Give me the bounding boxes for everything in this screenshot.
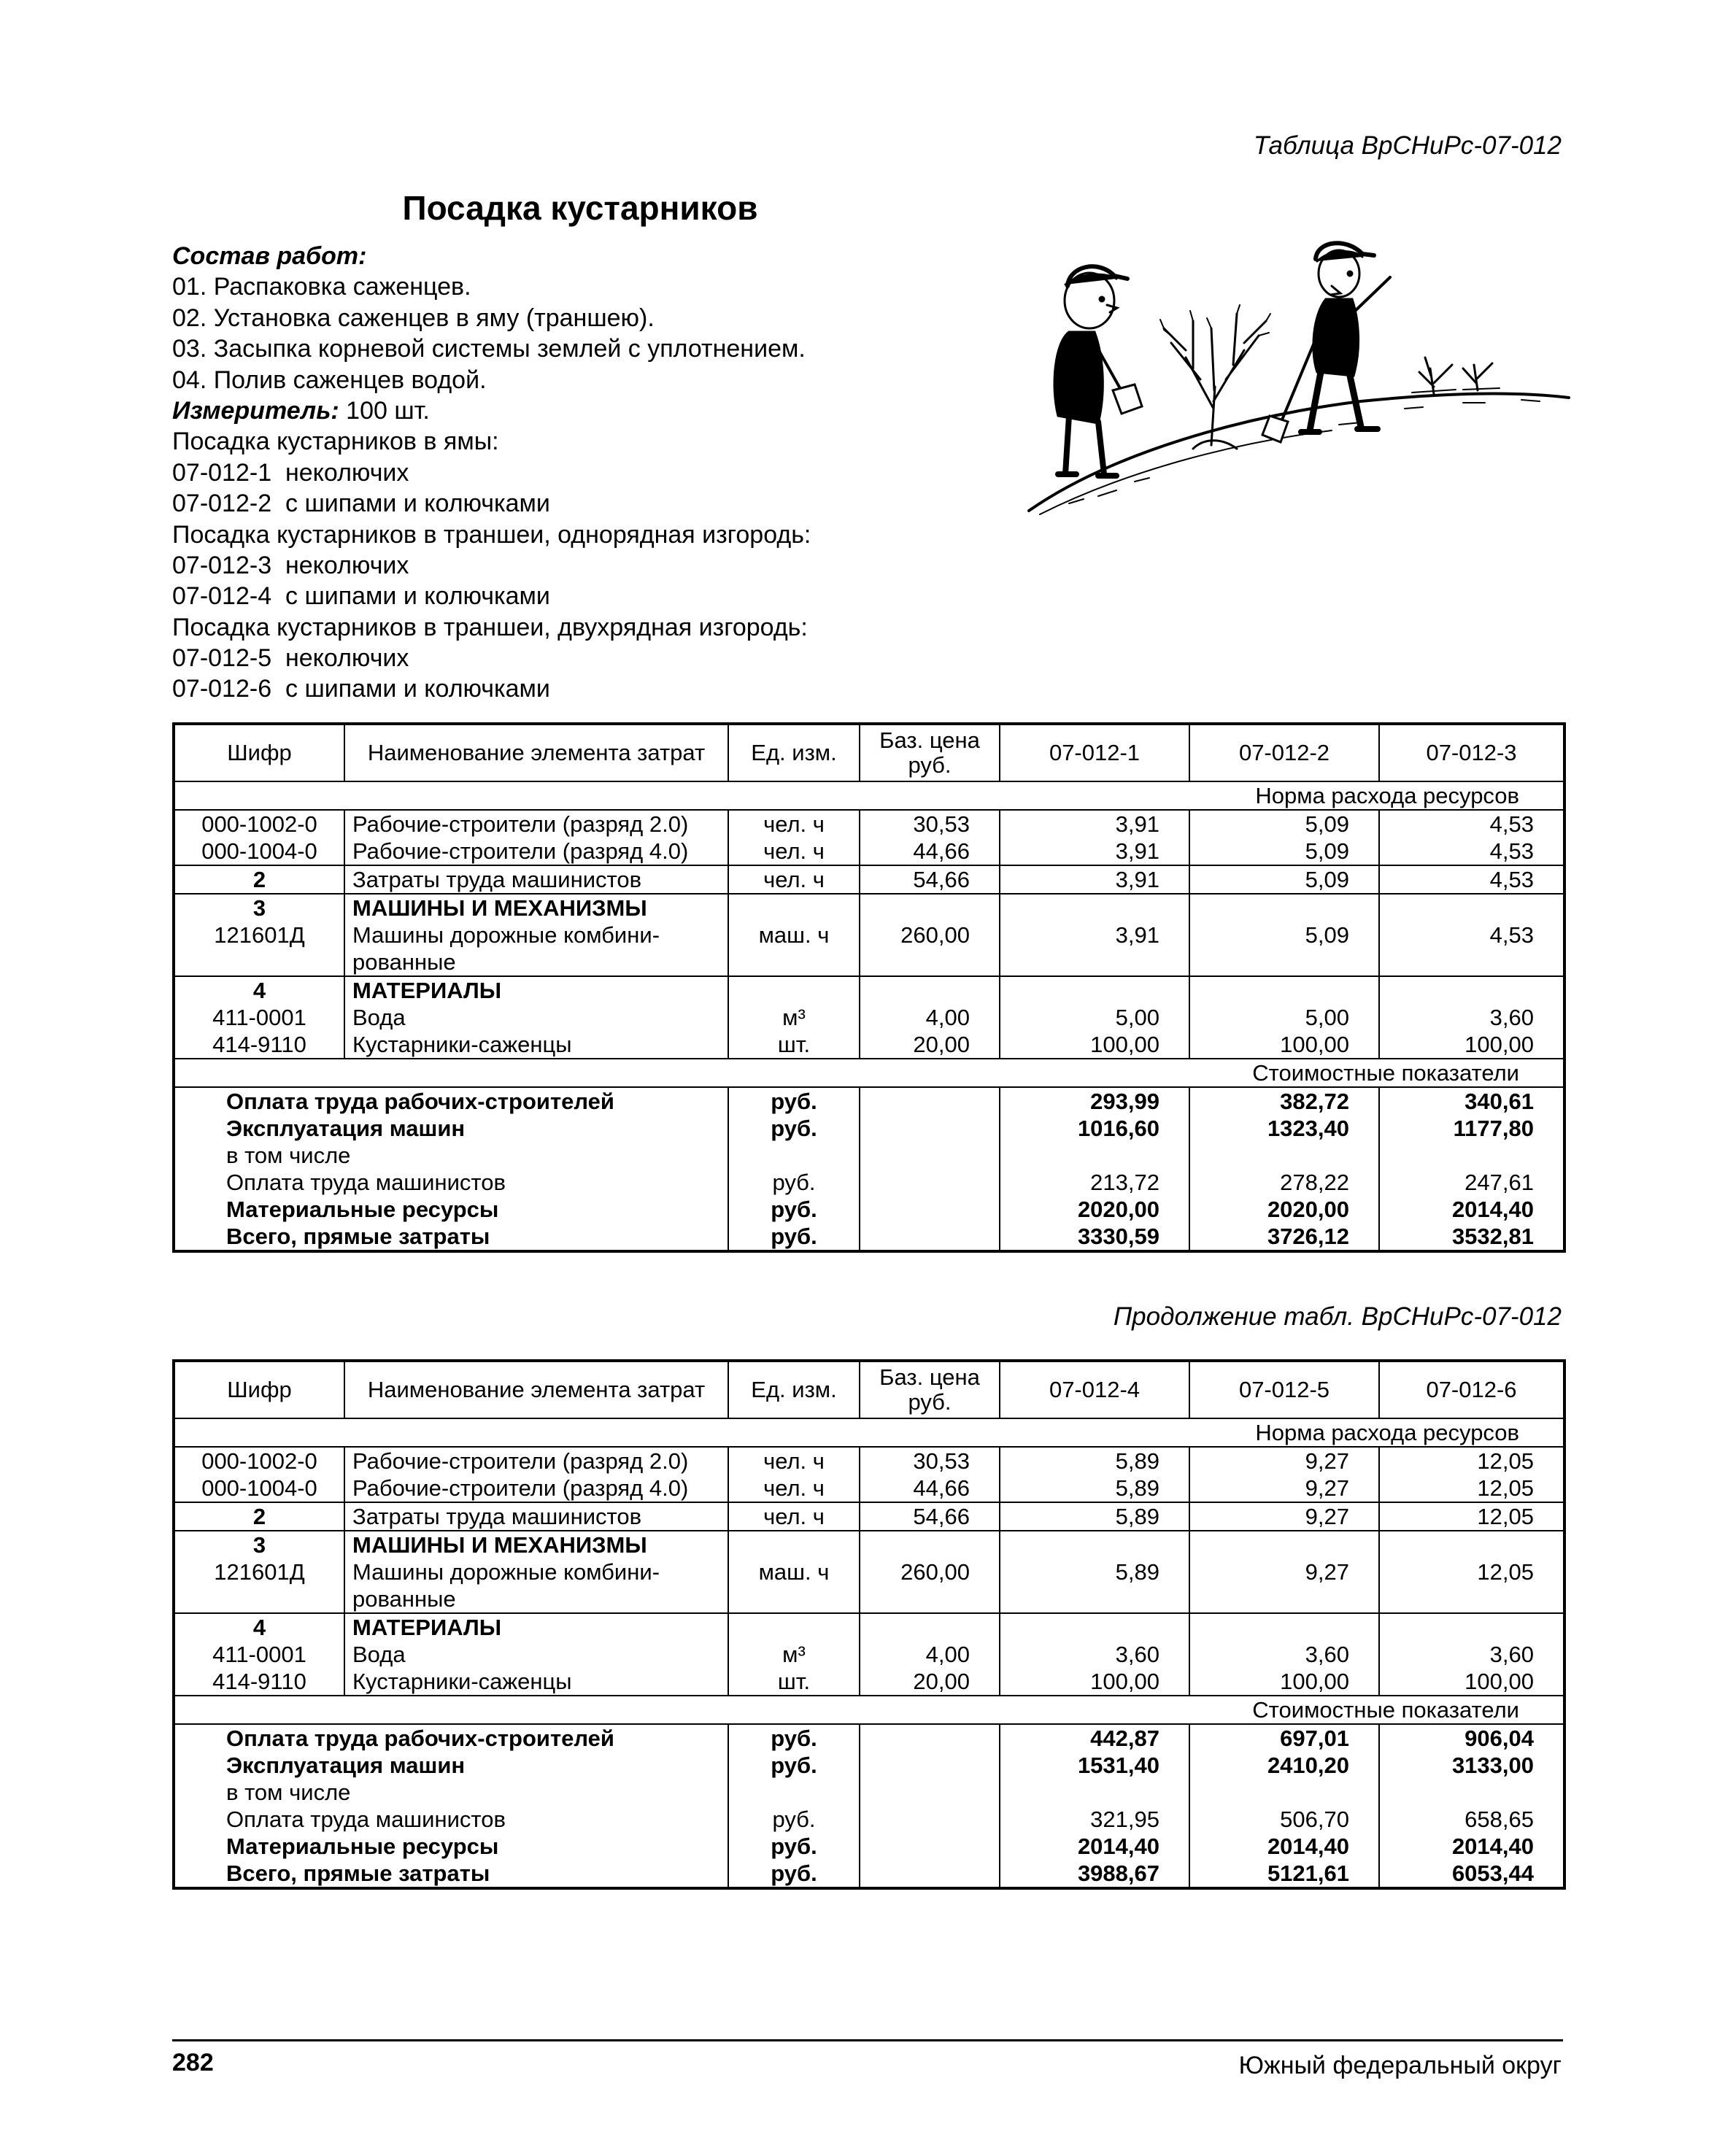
header-col-2: 07-012-2 xyxy=(1189,724,1379,781)
code: 3 xyxy=(252,1532,266,1558)
unit: руб. xyxy=(771,1224,817,1249)
header-col-3: 07-012-3 xyxy=(1379,724,1564,781)
unit: руб. xyxy=(771,1834,817,1859)
value: 2014,40 xyxy=(1451,1834,1534,1859)
value: 5,89 xyxy=(1115,1475,1159,1501)
cost-name: в том числе xyxy=(226,1780,351,1805)
value: 247,61 xyxy=(1464,1170,1534,1195)
unit: чел. ч xyxy=(763,1448,825,1474)
cell-code xyxy=(174,894,344,976)
cell-value: 4,53 xyxy=(1379,894,1564,976)
value: 278,22 xyxy=(1280,1170,1349,1195)
cell-code xyxy=(174,1613,344,1696)
name: Рабочие-строители (разряд 2.0) xyxy=(352,811,689,837)
value: 100,00 xyxy=(1280,1032,1349,1057)
cell-value: 9,27 xyxy=(1189,1502,1379,1531)
name: Рабочие-строители (разряд 4.0) xyxy=(352,838,689,864)
table-row xyxy=(174,865,1564,894)
unit: чел. ч xyxy=(763,811,825,837)
cell-value: 9,27 xyxy=(1189,1531,1379,1613)
name: Машины дорожные комбини- xyxy=(352,1559,660,1585)
code: 414-9110 xyxy=(212,1669,306,1694)
value: 2014,40 xyxy=(1267,1834,1349,1859)
name: Кустарники-саженцы xyxy=(352,1669,572,1694)
value: 3,91 xyxy=(1115,811,1159,837)
code: 000-1002-0 xyxy=(201,1448,317,1474)
unit: руб. xyxy=(771,1116,817,1141)
table-row xyxy=(174,810,1564,865)
code: 411-0001 xyxy=(212,1642,306,1667)
value: 2020,00 xyxy=(1267,1197,1349,1222)
unit: м³ xyxy=(782,1005,806,1030)
cost-name: Эксплуатация машин xyxy=(226,1116,466,1141)
cell-value: 5,09 xyxy=(1189,865,1379,894)
code: 414-9110 xyxy=(212,1032,306,1057)
cell-code xyxy=(174,1447,344,1502)
meter-value: 100 шт. xyxy=(339,396,430,425)
cell-code xyxy=(174,1531,344,1613)
cost-name: Материальные ресурсы xyxy=(226,1197,499,1222)
work-composition-label: Состав работ: xyxy=(172,242,367,270)
header-name: Наименование элемента затрат xyxy=(344,1361,728,1418)
cell-value xyxy=(1189,976,1379,1059)
intro-line: Посадка кустарников в ямы: xyxy=(172,428,499,456)
code: 121601Д xyxy=(214,1559,305,1585)
value: 6053,44 xyxy=(1451,1861,1534,1886)
cell-code xyxy=(174,810,344,865)
cell-name: Затраты труда машинистов xyxy=(344,865,728,894)
code: 411-0001 xyxy=(212,1005,306,1030)
header-code: Шифр xyxy=(174,1361,344,1418)
value: 340,61 xyxy=(1464,1089,1534,1114)
cell-name xyxy=(344,976,728,1059)
code: 000-1004-0 xyxy=(201,1475,317,1501)
intro-line: 07-012-3 неколючих xyxy=(172,551,409,579)
cell-value: 4,53 xyxy=(1379,865,1564,894)
cell-cost-values xyxy=(1189,1087,1379,1251)
cell-cost-price xyxy=(860,1724,1000,1888)
cell-value xyxy=(1000,1447,1189,1502)
value: 100,00 xyxy=(1464,1032,1534,1057)
unit: м³ xyxy=(782,1642,806,1667)
cost-name: Всего, прямые затраты xyxy=(226,1224,490,1249)
name: рованные xyxy=(352,949,456,975)
value: 2014,40 xyxy=(1077,1834,1159,1859)
intro-line: 07-012-5 неколючих xyxy=(172,644,409,673)
cell-value xyxy=(1189,1613,1379,1696)
cell-unit: чел. ч xyxy=(728,1502,860,1531)
cell-price xyxy=(860,810,1000,865)
value: 293,99 xyxy=(1090,1089,1159,1114)
value: 5121,61 xyxy=(1267,1861,1349,1886)
cost-name: Оплата труда машинистов xyxy=(226,1170,506,1195)
cell-unit xyxy=(728,976,860,1059)
price: 44,66 xyxy=(913,1475,970,1501)
cell-value xyxy=(1000,976,1189,1059)
cell-price xyxy=(860,1613,1000,1696)
cell-price xyxy=(860,1447,1000,1502)
value: 1177,80 xyxy=(1453,1116,1534,1141)
cell-value xyxy=(1000,1613,1189,1696)
cost-name: Материальные ресурсы xyxy=(226,1834,499,1859)
value: 3,60 xyxy=(1489,1005,1534,1030)
cell-name xyxy=(344,1531,728,1613)
cost-name: Всего, прямые затраты xyxy=(226,1861,490,1886)
value: 3,91 xyxy=(1115,838,1159,864)
cell-unit xyxy=(728,1613,860,1696)
section-norms-row xyxy=(174,781,1564,810)
cell-value: 5,89 xyxy=(1000,1502,1189,1531)
name: Рабочие-строители (разряд 4.0) xyxy=(352,1475,689,1501)
code: 000-1002-0 xyxy=(201,811,317,837)
price: 4,00 xyxy=(925,1642,970,1667)
value: 658,65 xyxy=(1464,1807,1534,1832)
cost-name: Эксплуатация машин xyxy=(226,1753,466,1778)
spacer xyxy=(182,948,336,975)
work-item: 01. Распаковка саженцев. xyxy=(172,273,471,301)
value: 5,09 xyxy=(1305,838,1349,864)
cell-cost-values xyxy=(1000,1087,1189,1251)
code: 000-1004-0 xyxy=(201,838,317,864)
unit: руб. xyxy=(771,1753,817,1778)
value: 5,09 xyxy=(1305,811,1349,837)
value: 100,00 xyxy=(1090,1669,1159,1694)
name: Вода xyxy=(352,1005,406,1030)
cell-name: Затраты труда машинистов xyxy=(344,1502,728,1531)
code: 4 xyxy=(252,978,266,1003)
cell-cost-values xyxy=(1379,1724,1564,1888)
value: 213,72 xyxy=(1090,1170,1159,1195)
name: МАТЕРИАЛЫ xyxy=(352,1615,502,1640)
intro-line: 07-012-1 неколючих xyxy=(172,458,409,487)
unit: руб. xyxy=(771,1861,817,1886)
header-price: Баз. цена руб. xyxy=(860,1361,1000,1418)
unit: руб. xyxy=(771,1089,817,1114)
value: 382,72 xyxy=(1280,1089,1349,1114)
cell-value xyxy=(1379,1613,1564,1696)
cell-name xyxy=(344,1613,728,1696)
unit: руб. xyxy=(771,1197,817,1222)
value: 906,04 xyxy=(1464,1726,1534,1751)
section-norms-label: Норма расхода ресурсов xyxy=(174,781,1564,810)
value: 5,00 xyxy=(1305,1005,1349,1030)
resource-table-1 xyxy=(172,722,1566,1253)
cell-value xyxy=(1189,810,1379,865)
cell-name xyxy=(344,810,728,865)
intro-line: Посадка кустарников в траншеи, однорядная изгородь: xyxy=(172,520,811,549)
table-row xyxy=(174,1502,1564,1531)
work-item: 03. Засыпка корневой системы землей с уплотнением. xyxy=(172,335,806,363)
value: 3133,00 xyxy=(1451,1753,1534,1778)
name: МАШИНЫ И МЕХАНИЗМЫ xyxy=(352,895,647,921)
cell-value xyxy=(1379,1447,1564,1502)
intro-line: 07-012-2 с шипами и колючками xyxy=(172,490,550,518)
cell-cost-units xyxy=(728,1724,860,1888)
name: Кустарники-саженцы xyxy=(352,1032,572,1057)
cell-cost-names xyxy=(174,1724,728,1888)
unit: шт. xyxy=(777,1669,811,1694)
cell-value: 12,05 xyxy=(1379,1531,1564,1613)
code: 4 xyxy=(252,1615,266,1640)
section-norms-label: Норма расхода ресурсов xyxy=(174,1418,1564,1447)
cell-code: 2 xyxy=(174,1502,344,1531)
continuation-reference: Продолжение табл. ВрСНиРс-07-012 xyxy=(1113,1302,1562,1331)
name: рованные xyxy=(352,1586,456,1612)
price: 44,66 xyxy=(913,838,970,864)
value: 9,27 xyxy=(1305,1475,1349,1501)
name: МАТЕРИАЛЫ xyxy=(352,978,502,1003)
cell-cost-price xyxy=(860,1087,1000,1251)
cell-name xyxy=(344,1447,728,1502)
cell-unit: маш. ч xyxy=(728,894,860,976)
header-col-1: 07-012-1 xyxy=(1000,724,1189,781)
cell-cost-values xyxy=(1000,1724,1189,1888)
value: 1016,60 xyxy=(1077,1116,1159,1141)
footer-region: Южный федеральный округ xyxy=(1238,2052,1562,2079)
page-number: 282 xyxy=(172,2049,214,2076)
table-reference: Таблица ВрСНиРс-07-012 xyxy=(1253,131,1562,160)
value: 2020,00 xyxy=(1077,1197,1159,1222)
table-row xyxy=(174,1447,1564,1502)
table-row xyxy=(174,1531,1564,1613)
cell-value: 3,91 xyxy=(1000,894,1189,976)
header-unit: Ед. изм. xyxy=(728,1361,860,1418)
intro-line: 07-012-4 с шипами и колючками xyxy=(172,582,550,611)
table-header-row xyxy=(174,1361,1564,1418)
cell-cost-units xyxy=(728,1087,860,1251)
header-unit: Ед. изм. xyxy=(728,724,860,781)
table-header-row xyxy=(174,724,1564,781)
value: 3,60 xyxy=(1115,1642,1159,1667)
cell-value: 12,05 xyxy=(1379,1502,1564,1531)
value: 1323,40 xyxy=(1267,1116,1349,1141)
work-item: 04. Полив саженцев водой. xyxy=(172,366,487,394)
value: 2410,20 xyxy=(1267,1753,1349,1778)
value: 9,27 xyxy=(1305,1448,1349,1474)
price: 4,00 xyxy=(925,1005,970,1030)
value: 100,00 xyxy=(1090,1032,1159,1057)
cell-value xyxy=(1189,1447,1379,1502)
value: 4,53 xyxy=(1489,811,1534,837)
resource-table-2 xyxy=(172,1359,1566,1890)
value: 3532,81 xyxy=(1451,1224,1534,1249)
cost-name: в том числе xyxy=(226,1143,351,1168)
intro-line: Посадка кустарников в траншеи, двухрядная изгородь: xyxy=(172,613,808,641)
value: 4,53 xyxy=(1489,838,1534,864)
cell-price: 260,00 xyxy=(860,894,1000,976)
name: Рабочие-строители (разряд 2.0) xyxy=(352,1448,689,1474)
meter-label: Измеритель: xyxy=(172,396,339,425)
unit: чел. ч xyxy=(763,1475,825,1501)
section-costs-row xyxy=(174,1059,1564,1087)
value: 442,87 xyxy=(1090,1726,1159,1751)
name: Вода xyxy=(352,1642,406,1667)
intro-line: 07-012-6 с шипами и колючками xyxy=(172,675,550,703)
header-col-4: 07-012-4 xyxy=(1000,1361,1189,1418)
value: 3,60 xyxy=(1305,1642,1349,1667)
cell-price: 54,66 xyxy=(860,865,1000,894)
cell-value: 5,09 xyxy=(1189,894,1379,976)
table-row xyxy=(174,1613,1564,1696)
unit: руб. xyxy=(772,1807,816,1832)
cost-name: Оплата труда машинистов xyxy=(226,1807,506,1832)
header-name: Наименование элемента затрат xyxy=(344,724,728,781)
value: 12,05 xyxy=(1477,1448,1534,1474)
unit: чел. ч xyxy=(763,838,825,864)
value: 3988,67 xyxy=(1077,1861,1159,1886)
header-price: Баз. цена руб. xyxy=(860,724,1000,781)
value: 5,00 xyxy=(1115,1005,1159,1030)
cell-unit xyxy=(728,1447,860,1502)
cell-code xyxy=(174,976,344,1059)
value: 3,60 xyxy=(1489,1642,1534,1667)
value: 697,01 xyxy=(1280,1726,1349,1751)
value: 2014,40 xyxy=(1451,1197,1534,1222)
cell-cost-values xyxy=(1379,1087,1564,1251)
cell-value xyxy=(1379,976,1564,1059)
cell-price xyxy=(860,976,1000,1059)
cost-row xyxy=(174,1087,1564,1251)
cell-value: 5,89 xyxy=(1000,1531,1189,1613)
cell-value: 3,91 xyxy=(1000,865,1189,894)
cost-name: Оплата труда рабочих-строителей xyxy=(226,1089,614,1114)
cost-name: Оплата труда рабочих-строителей xyxy=(226,1726,614,1751)
cell-name xyxy=(344,894,728,976)
value: 3726,12 xyxy=(1267,1224,1349,1249)
cell-value xyxy=(1379,810,1564,865)
code: 121601Д xyxy=(214,922,305,948)
value: 3330,59 xyxy=(1077,1224,1159,1249)
cell-cost-values xyxy=(1189,1724,1379,1888)
cost-row xyxy=(174,1724,1564,1888)
price: 30,53 xyxy=(913,1448,970,1474)
section-norms-row xyxy=(174,1418,1564,1447)
cell-value xyxy=(1000,810,1189,865)
work-item: 02. Установка саженцев в яму (траншею). xyxy=(172,304,655,332)
section-costs-label: Стоимостные показатели xyxy=(174,1059,1564,1087)
table-row xyxy=(174,976,1564,1059)
cell-unit xyxy=(728,810,860,865)
section-costs-row xyxy=(174,1696,1564,1724)
meter-line xyxy=(172,395,811,426)
header-code: Шифр xyxy=(174,724,344,781)
unit: руб. xyxy=(771,1726,817,1751)
name: Машины дорожные комбини- xyxy=(352,922,660,948)
value: 100,00 xyxy=(1280,1669,1349,1694)
value: 100,00 xyxy=(1464,1669,1534,1694)
cell-price: 54,66 xyxy=(860,1502,1000,1531)
value: 321,95 xyxy=(1090,1807,1159,1832)
gardeners-illustration xyxy=(1025,233,1572,522)
name: МАШИНЫ И МЕХАНИЗМЫ xyxy=(352,1532,647,1558)
header-col-5: 07-012-5 xyxy=(1189,1361,1379,1418)
cell-cost-names xyxy=(174,1087,728,1251)
work-description xyxy=(172,241,811,705)
value: 506,70 xyxy=(1280,1807,1349,1832)
section-costs-label: Стоимостные показатели xyxy=(174,1696,1564,1724)
table-row xyxy=(174,894,1564,976)
header-col-6: 07-012-6 xyxy=(1379,1361,1564,1418)
cell-code: 2 xyxy=(174,865,344,894)
price: 20,00 xyxy=(913,1032,970,1057)
unit: шт. xyxy=(777,1032,811,1057)
value: 12,05 xyxy=(1477,1475,1534,1501)
cell-unit: маш. ч xyxy=(728,1531,860,1613)
value: 5,89 xyxy=(1115,1448,1159,1474)
price: 20,00 xyxy=(913,1669,970,1694)
value: 1531,40 xyxy=(1077,1753,1159,1778)
page-title: Посадка кустарников xyxy=(402,189,758,227)
cell-price: 260,00 xyxy=(860,1531,1000,1613)
price: 30,53 xyxy=(913,811,970,837)
unit: руб. xyxy=(772,1170,816,1195)
code: 3 xyxy=(252,895,266,921)
footer-divider xyxy=(172,2039,1563,2041)
cell-unit: чел. ч xyxy=(728,865,860,894)
